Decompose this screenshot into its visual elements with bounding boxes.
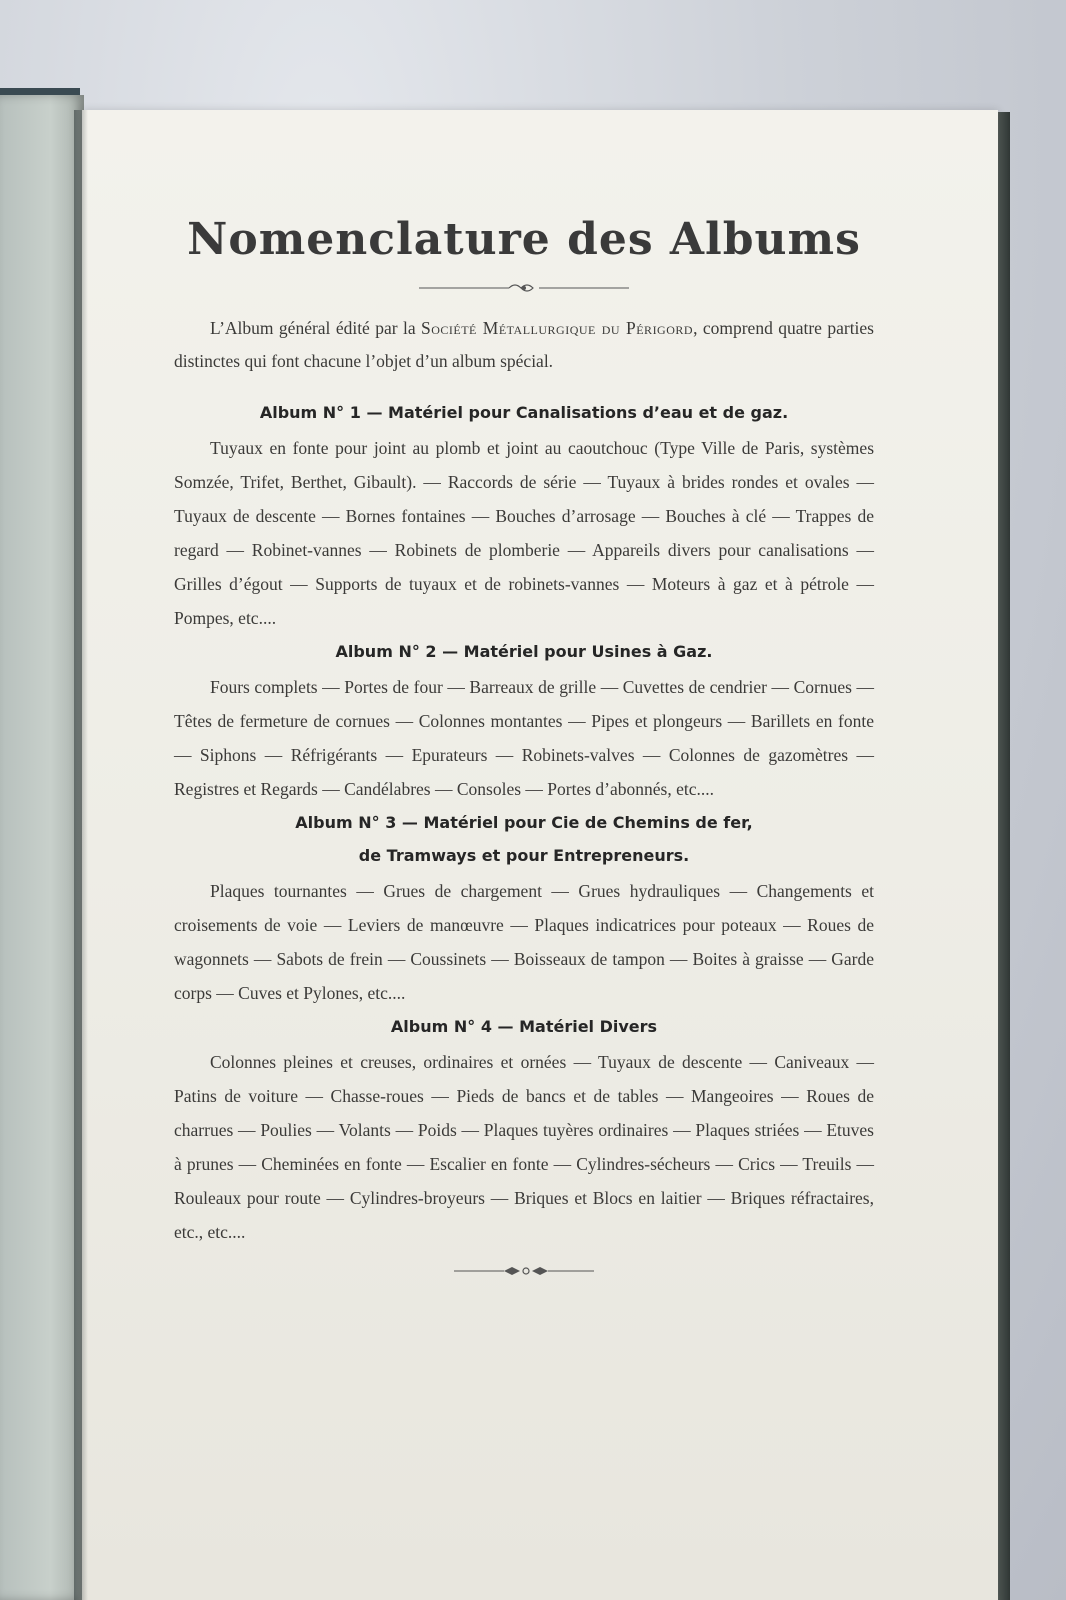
album-2-heading: Album N° 2 — Matériel pour Usines à Gaz.	[335, 641, 713, 661]
page-content	[174, 210, 874, 1279]
book-page	[82, 110, 998, 1600]
album-4-body: Colonnes pleines et creuses, ordinaires et ornées — Tuyaux de descente — Caniveaux — Patins de voiture — Chasse-roues — Pieds de bancs et de tables — Mangeoires — Roues de charrues — Poulies — Volants — Poids — Plaques tuyères ordinaires — Plaques striées — Etuves à prunes — Cheminées en fonte — Escalier en fonte — Cylindres-sécheurs — Crics — Treuils — Rouleaux pour route — Cylindres-broyeurs — Briques et Blocs en laitier — Briques réfractaires, etc., etc....	[174, 1051, 874, 1242]
intro-text-after: , comprend quatre parties distinctes qui font chacune l’objet d’un album spécial.	[174, 318, 874, 371]
album-3-body: Plaques tournantes — Grues de chargement — Grues hydrauliques — Changements et croisements de voie — Leviers de manœuvre — Plaques indicatrices pour poteaux — Roues de wagonnets — Sabots de frein — Coussinets — Boisseaux de tampon — Boites à graisse — Garde corps — Cuves et Pylones, etc....	[174, 880, 874, 1003]
album-2-body: Fours complets — Portes de four — Barreaux de grille — Cuvettes de cendrier — Cornues — Têtes de fermeture de cornues — Colonnes montantes — Pipes et plongeurs — Barillets en fonte — Siphons — Réfrigérants — Epurateurs — Robinets-valves — Colonnes de gazomètres — Registres et Regards — Candélabres — Consoles — Portes d’abonnés, etc....	[174, 676, 874, 799]
album-1-body: Tuyaux en fonte pour joint au plomb et joint au caoutchouc (Type Ville de Paris, systèmes Somzée, Trifet, Berthet, Gibault). — Raccords de série — Tuyaux à brides rondes et ovales — Tuyaux de descente — Bornes fontaines — Bouches d’arrosage — Bouches à clé — Trappes de regard — Robinet-vannes — Robinets de plomberie — Appareils divers pour canalisations — Grilles d’égout — Supports de tuyaux et de robinets-vannes — Moteurs à gaz et à pétrole — Pompes, etc....	[174, 437, 874, 628]
page-title: Nomenclature des Albums	[187, 214, 861, 265]
intro-text-before: L’Album général édité par la	[210, 318, 421, 338]
album-3-heading-line1: Album N° 3 — Matériel pour Cie de Chemins de fer,	[295, 812, 753, 832]
company-name: Société Métallurgique du Périgord	[421, 318, 694, 338]
spine-shadow	[74, 110, 88, 1600]
intro-paragraph	[174, 312, 874, 378]
album-3-heading-line2: de Tramways et pour Entrepreneurs.	[358, 845, 690, 865]
left-page-edge	[0, 95, 84, 1600]
album-1-heading: Album N° 1 — Matériel pour Canalisations d’eau et de gaz.	[259, 402, 789, 422]
album-4-heading: Album N° 4 — Matériel Divers	[390, 1016, 658, 1036]
title-ornament-icon	[419, 280, 629, 296]
end-ornament-icon	[454, 1263, 594, 1279]
